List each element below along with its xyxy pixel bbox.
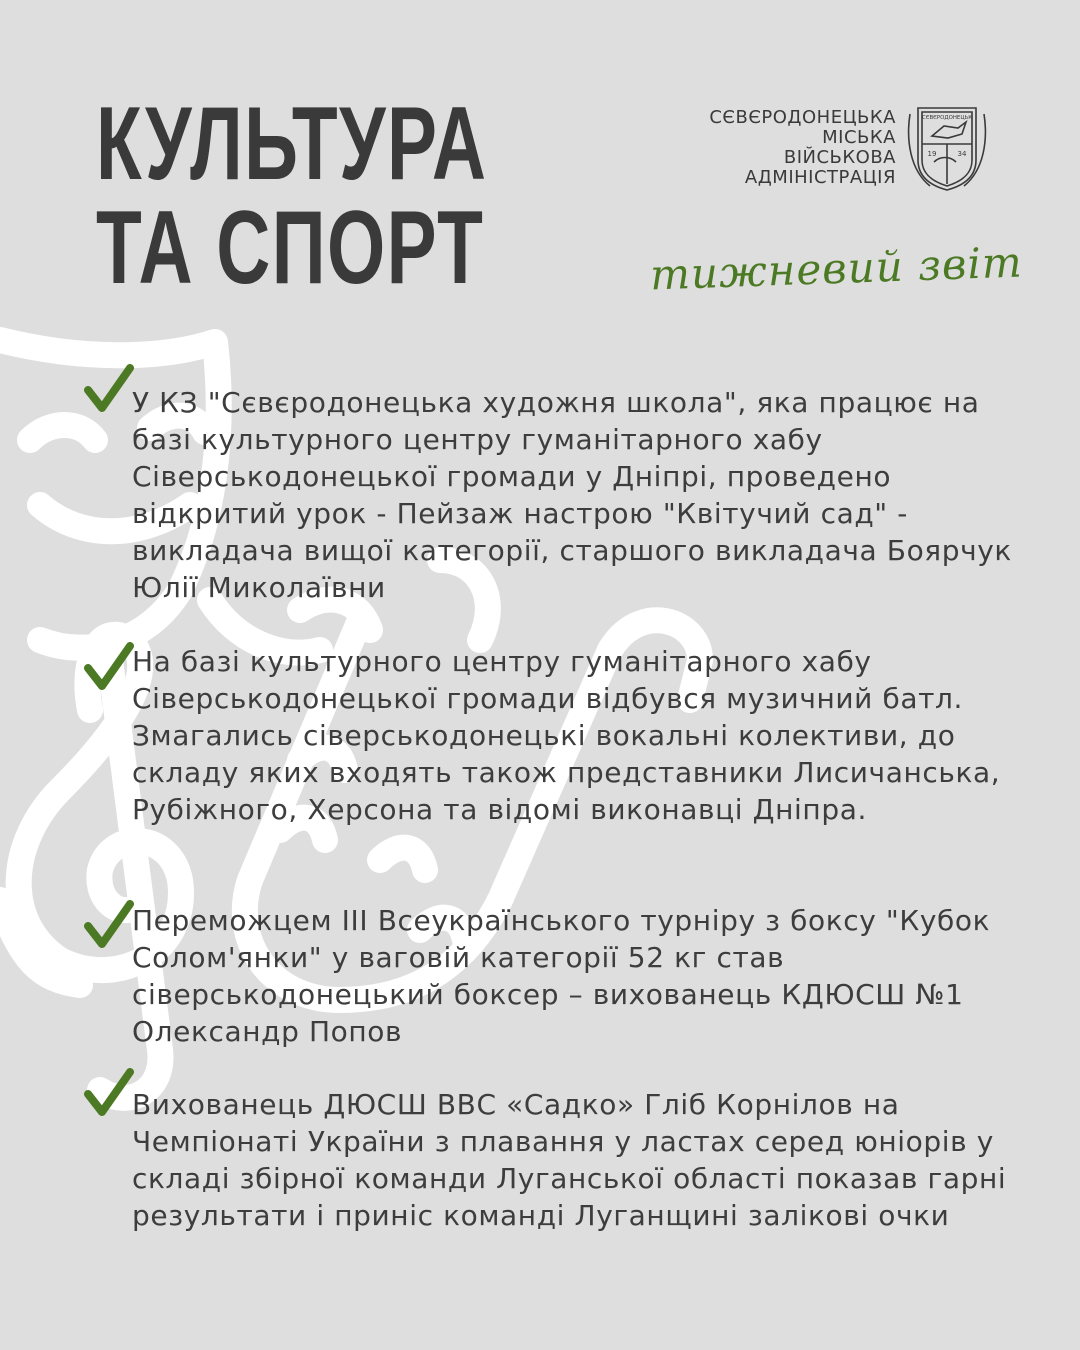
org-line-4: АДМІНІСТРАЦІЯ xyxy=(744,167,896,188)
list-item: Переможцем ІІІ Всеукраїнського турніру з боксу "Кубок Солом'янки" у ваговій категорії 52 кг став сіверськодонецький боксер – вихованець КДЮСШ №1 Олександр Попов xyxy=(132,904,991,1048)
weekly-report-subtitle: тижневий звіт xyxy=(649,237,1024,300)
org-line-3: ВІЙСЬКОВА xyxy=(783,147,896,168)
org-line-2: МІСЬКА xyxy=(822,127,896,148)
list-item: У КЗ "Сєвєродонецька художня школа", яка працює на базі культурного центру гуманітарного хабу Сіверськодонецької громади у Дніпрі, проведено відкритий урок - Пейзаж настрою "Квітучий сад" - викладача вищої категорії, старшого викладача Боярчук Юлії Миколаївни xyxy=(132,386,1012,604)
emblem-icon xyxy=(904,100,990,192)
emblem-year-right: 34 xyxy=(957,150,967,158)
check-icon xyxy=(84,642,134,692)
title-line-1: КУЛЬТУРА xyxy=(96,86,488,202)
emblem-year-left: 19 xyxy=(927,150,937,158)
check-icon xyxy=(84,900,134,950)
org-line-1: СЄВЄРОДОНЕЦЬКА xyxy=(709,107,896,128)
check-icon xyxy=(84,364,134,414)
title-line-2: ТА СПОРТ xyxy=(96,190,485,306)
list-item: На базі культурного центру гуманітарного хабу Сіверськодонецької громади відбувся музичний батл. Змагались сіверськодонецькі вокальні колективи, до складу яких входять також представники Лисичанська, Рубіжного, Херсона та відомі виконавці Дніпра. xyxy=(132,645,1001,826)
page-title xyxy=(96,86,488,306)
list-item: Вихованець ДЮСШ ВВС «Садко» Гліб Корнілов на Чемпіонаті України з плавання у ластах серед юніорів у складі збірної команди Луганської області показав гарні результати і приніс команді Луганщині залікові очки xyxy=(132,1088,1007,1232)
check-icon xyxy=(84,1068,134,1118)
organization-name xyxy=(709,108,896,188)
emblem-text: СЄВЄРОДОНЕЦЬК xyxy=(921,115,973,121)
